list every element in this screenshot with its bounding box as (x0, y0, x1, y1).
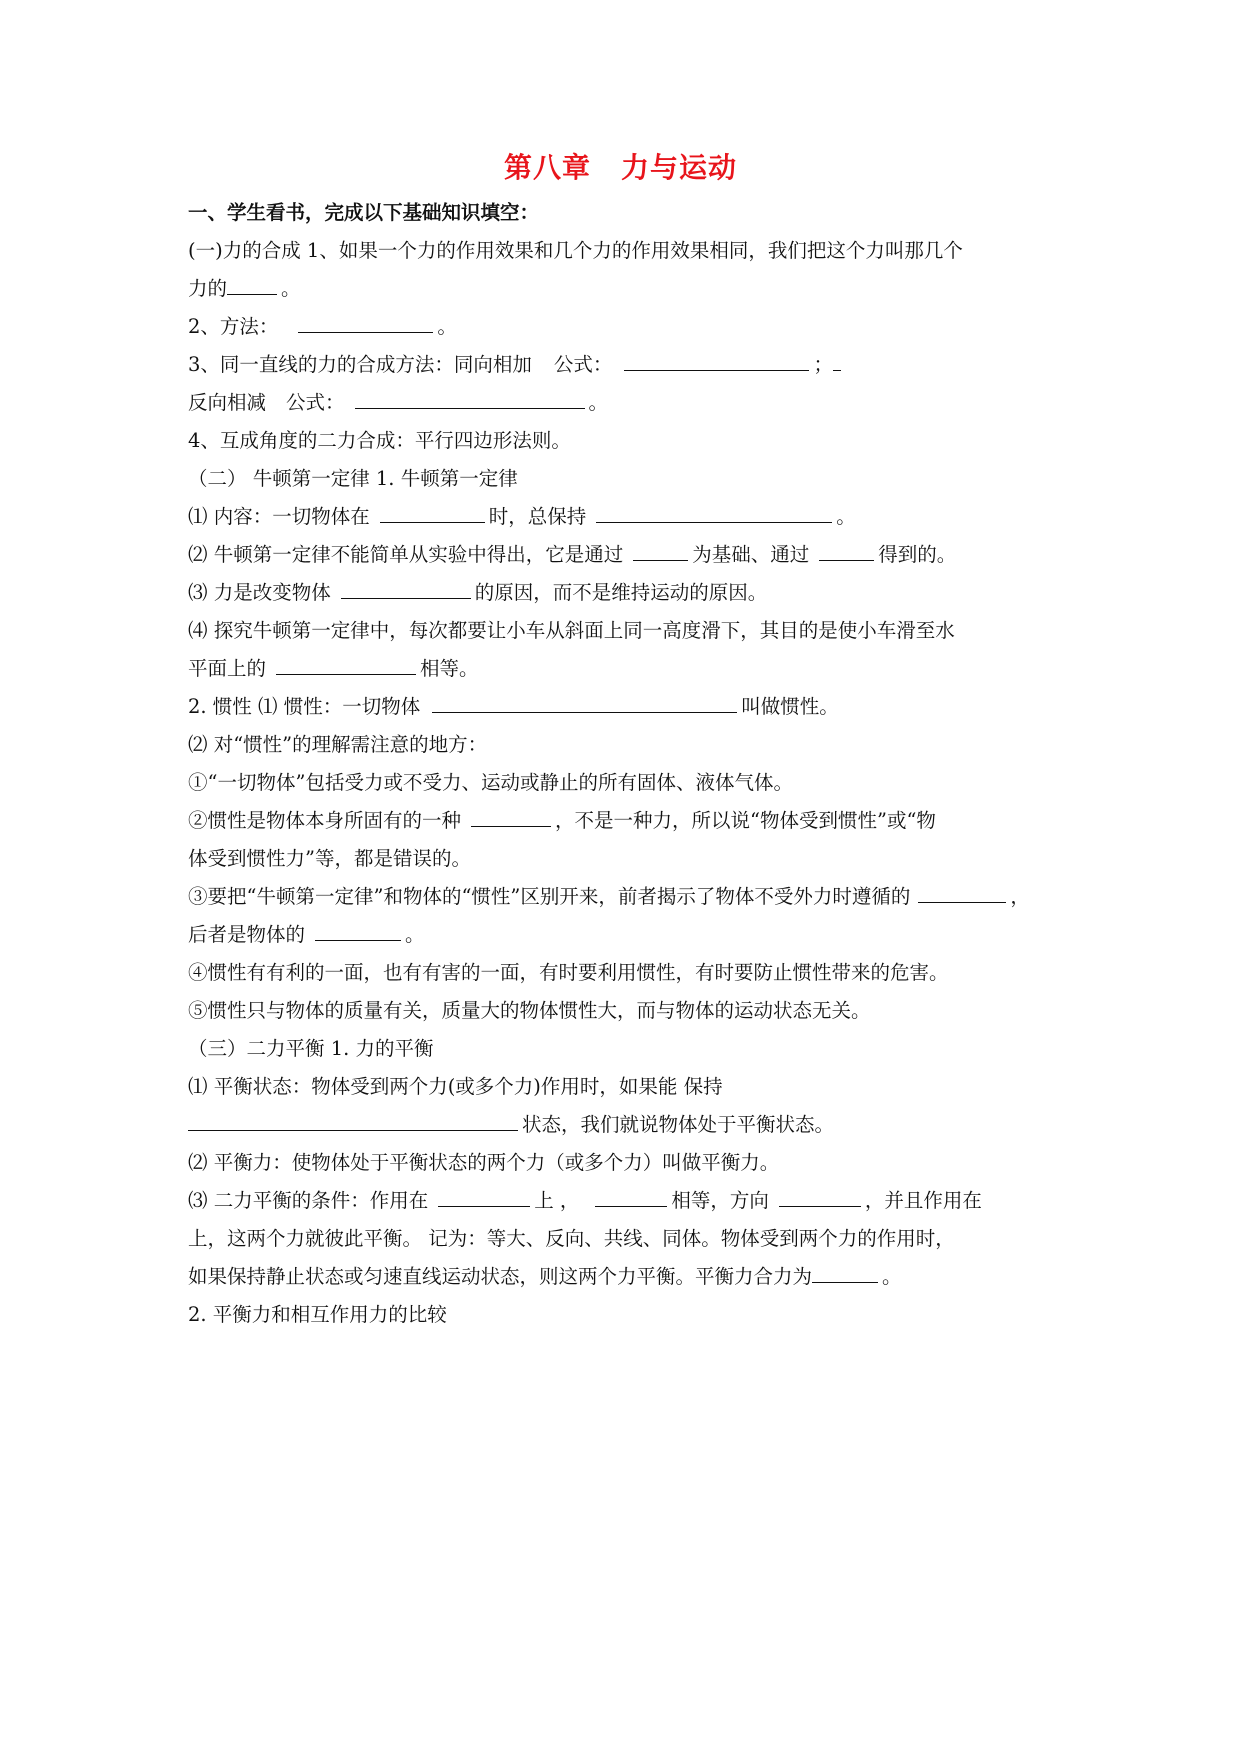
fill-blank[interactable] (380, 502, 485, 523)
fill-blank[interactable] (227, 274, 277, 295)
fill-blank[interactable] (812, 1262, 878, 1283)
fill-blank[interactable] (432, 692, 737, 713)
fill-blank[interactable] (188, 1110, 518, 1131)
text-line: ⑵ 平衡力：使物体处于平衡状态的两个力（或多个力）叫做平衡力。 (188, 1151, 780, 1174)
chapter-title (0, 148, 1241, 188)
text-line: 体受到惯性力”等，都是错误的。 (188, 847, 471, 870)
text-line: 2、方法： 。 (188, 312, 457, 342)
text-line: ⑴ 内容：一切物体在 时，总保持 。 (188, 502, 856, 532)
fill-blank[interactable] (355, 388, 585, 409)
fill-blank[interactable] (341, 578, 471, 599)
fill-blank[interactable] (595, 1186, 667, 1207)
text-line: 反向相减 公式： 。 (188, 388, 608, 418)
fill-blank[interactable] (471, 806, 551, 827)
section-heading: 一、学生看书，完成以下基础知识填空： (188, 201, 540, 224)
text-line: ①“一切物体”包括受力或不受力、运动或静止的所有固体、液体气体。 (188, 771, 793, 794)
subsection-heading: （三）二力平衡 1. 力的平衡 (188, 1037, 434, 1060)
text-line: ⑶ 二力平衡的条件：作用在 上 ， 相等，方向 ，并且作用在 (188, 1186, 982, 1216)
text-line: ⑵ 牛顿第一定律不能简单从实验中得出，它是通过 为基础、通过 得到的。 (188, 540, 956, 570)
text-line: ⑵ 对“惯性”的理解需注意的地方： (188, 733, 488, 756)
text-line: ⑷ 探究牛顿第一定律中，每次都要让小车从斜面上同一高度滑下，其目的是使小车滑至水 (188, 619, 955, 642)
chapter-number: 第八章 (503, 151, 591, 184)
blank-underline-end (833, 350, 841, 371)
fill-blank[interactable] (315, 920, 401, 941)
fill-blank[interactable] (918, 882, 1006, 903)
text-line: 2. 惯性 ⑴ 惯性：一切物体 叫做惯性。 (188, 692, 839, 722)
text-line: ⑤惯性只与物体的质量有关，质量大的物体惯性大，而与物体的运动状态无关。 (188, 999, 871, 1022)
fill-blank[interactable] (819, 540, 874, 561)
chapter-name: 力与运动 (621, 151, 738, 184)
text-line: 3、同一直线的力的合成方法：同向相加 公式： ； (188, 350, 841, 380)
text-line: ⑶ 力是改变物体 的原因，而不是维持运动的原因。 (188, 578, 767, 608)
text-line: 4、互成角度的二力合成：平行四边形法则。 (188, 429, 571, 452)
text-line: 上，这两个力就彼此平衡。 记为：等大、反向、共线、同体。物体受到两个力的作用时， (188, 1227, 955, 1250)
subsection-heading: （二） 牛顿第一定律 1. 牛顿第一定律 (188, 467, 518, 490)
text-line: 平面上的 相等。 (188, 654, 479, 684)
fill-blank[interactable] (298, 312, 433, 333)
text-line: 如果保持静止状态或匀速直线运动状态，则这两个力平衡。平衡力合力为 。 (188, 1262, 902, 1292)
text-line: 2. 平衡力和相互作用力的比较 (188, 1303, 447, 1326)
fill-blank[interactable] (779, 1186, 861, 1207)
fill-blank[interactable] (596, 502, 832, 523)
text-line: (一)力的合成 1、如果一个力的作用效果和几个力的作用效果相同，我们把这个力叫那几个 (188, 239, 963, 262)
text-line: 状态，我们就说物体处于平衡状态。 (188, 1110, 834, 1140)
text-line: ③要把“牛顿第一定律”和物体的“惯性”区别开来，前者揭示了物体不受外力时遵循的 ， (188, 882, 1030, 912)
text-line: 力的 。 (188, 274, 301, 304)
text-line: 后者是物体的 。 (188, 920, 425, 950)
text-line: ⑴ 平衡状态：物体受到两个力(或多个力)作用时，如果能 保持 (188, 1075, 723, 1098)
text-line: ②惯性是物体本身所固有的一种 ，不是一种力，所以说“物体受到惯性”或“物 (188, 806, 936, 836)
fill-blank[interactable] (624, 350, 809, 371)
fill-blank[interactable] (438, 1186, 530, 1207)
text-line: ④惯性有有利的一面，也有有害的一面，有时要利用惯性，有时要防止惯性带来的危害。 (188, 961, 949, 984)
fill-blank[interactable] (276, 654, 416, 675)
fill-blank[interactable] (633, 540, 688, 561)
